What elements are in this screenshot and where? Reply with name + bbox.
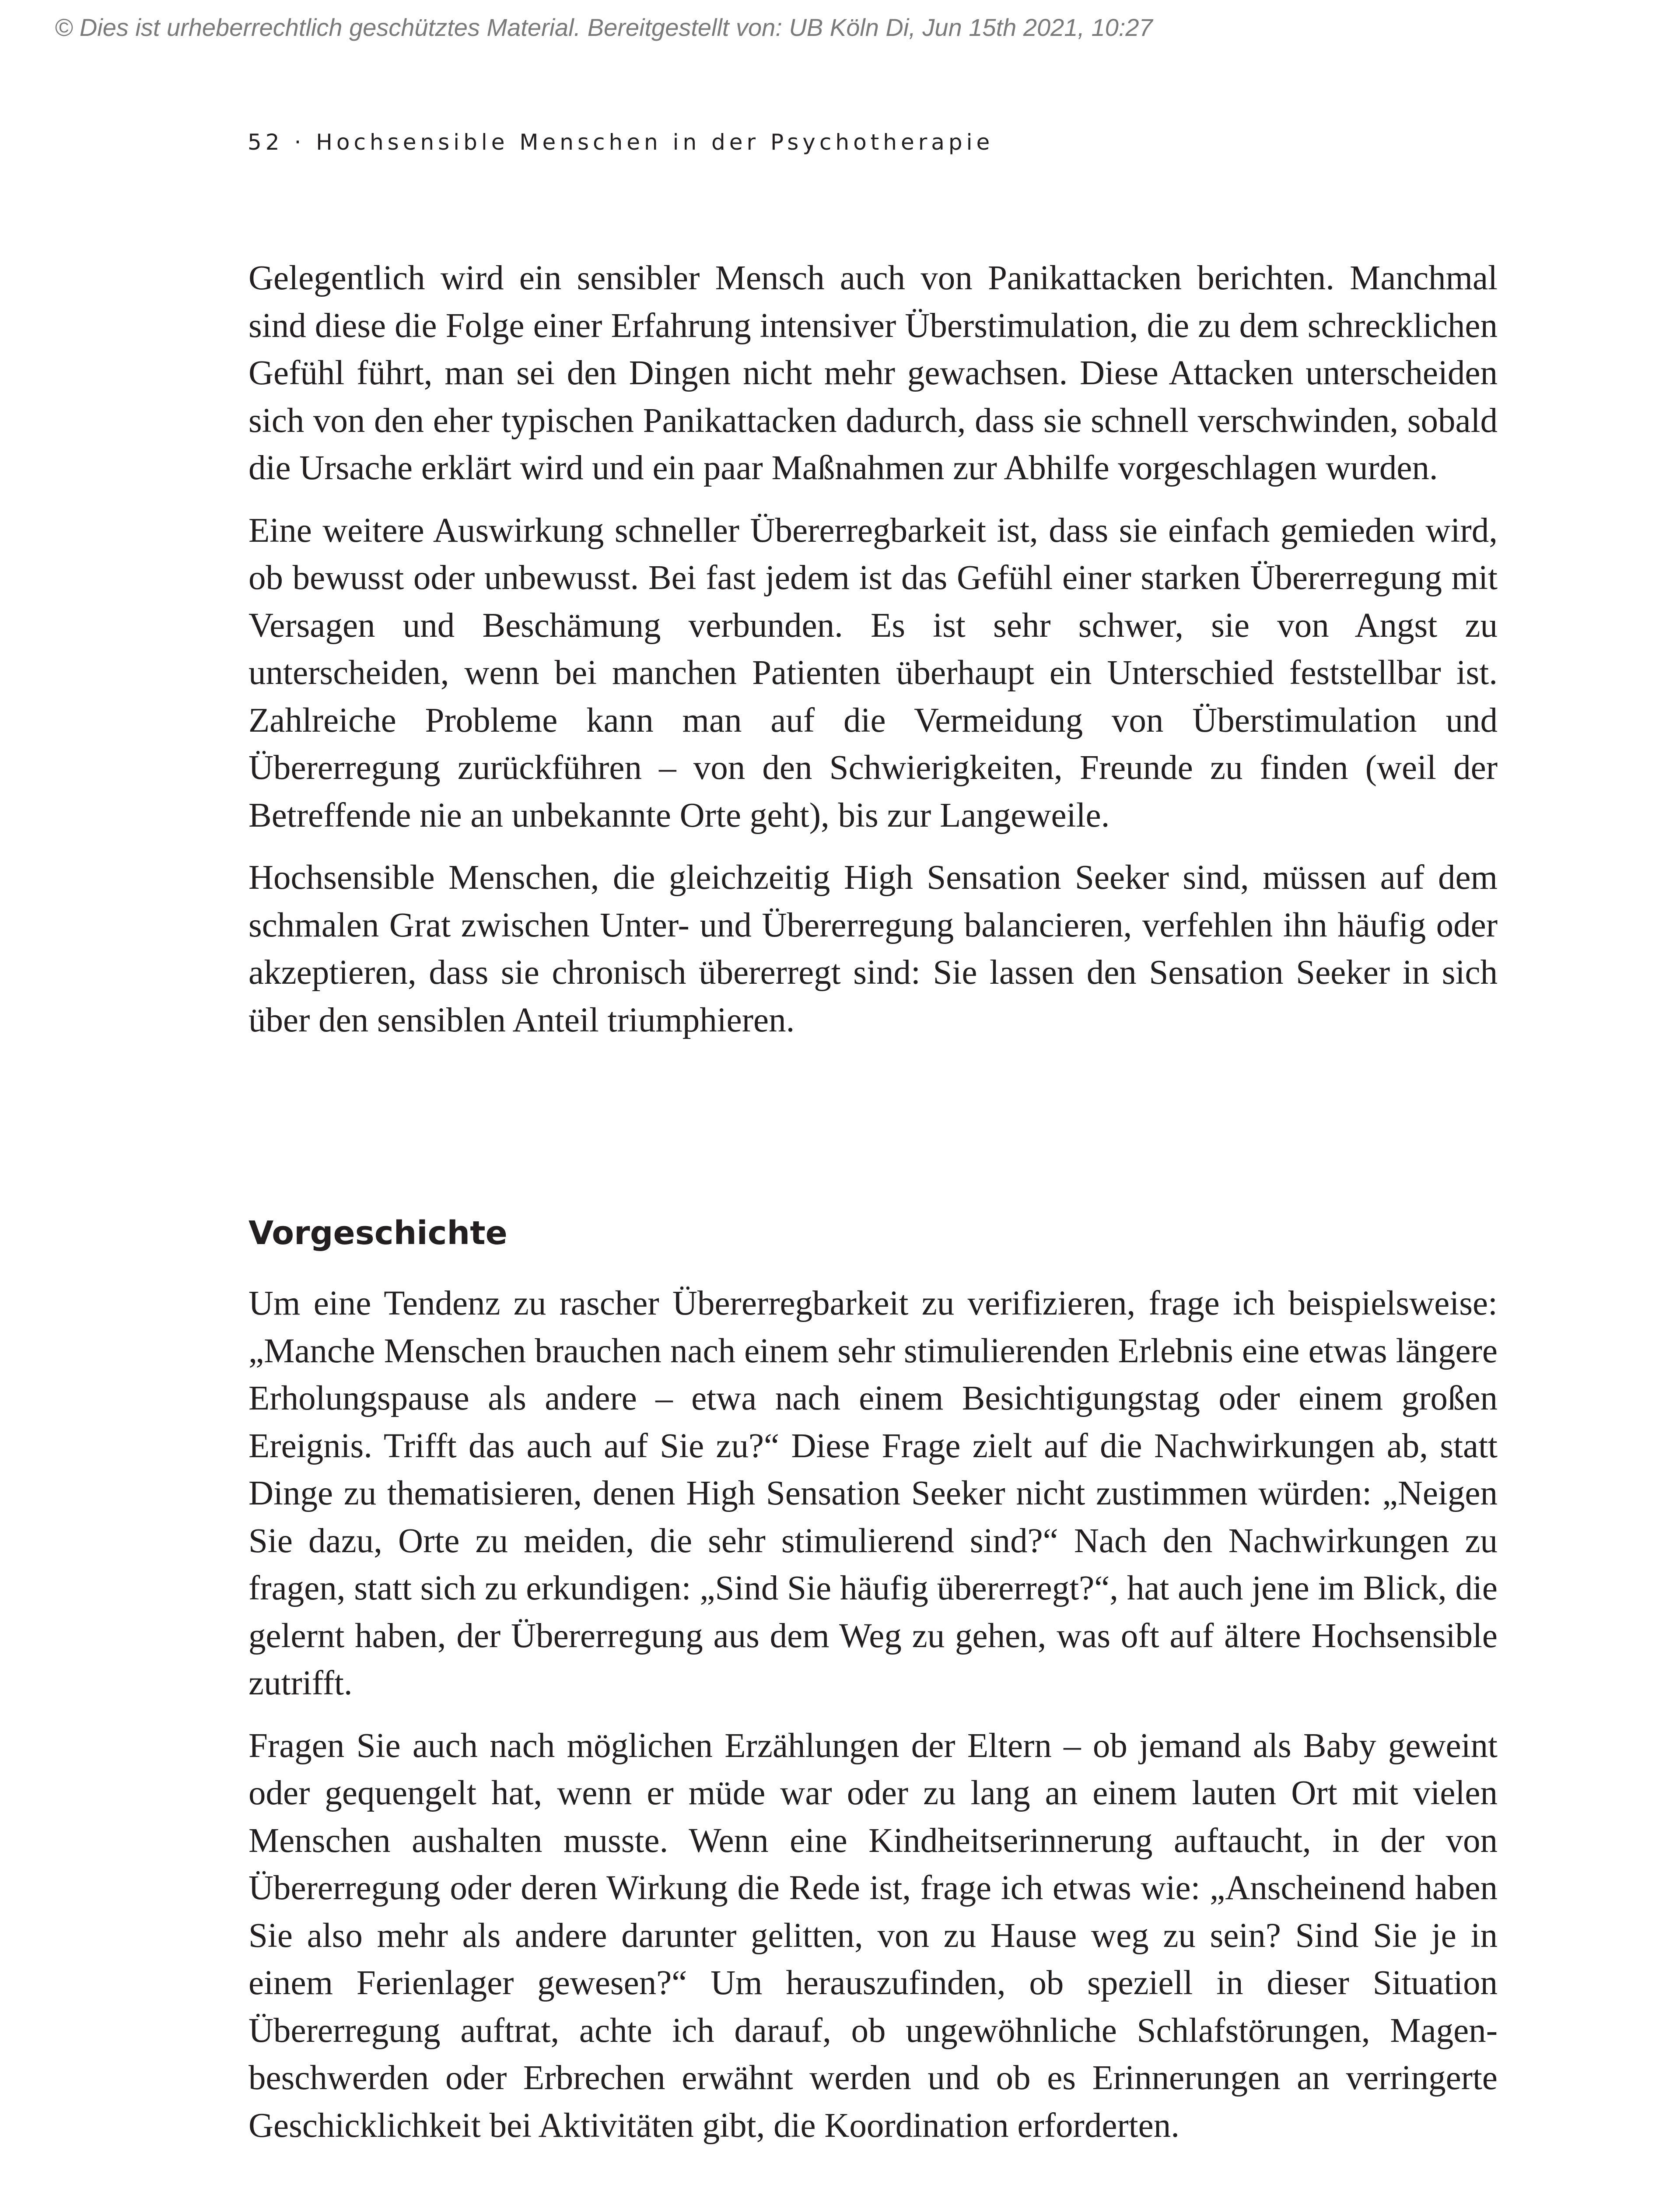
body-text-section xyxy=(248,1280,1498,2149)
paragraph-panic-attacks: Gelegentlich wird ein sensibler Mensch auch von Panikattacken berichten. Manchmal sind diese die Folge einer Erfahrung intensiver Überstimulation, die zu dem schrecklichen Gefühl führt, man sei den Dingen nicht mehr gewachsen. Diese Attacken unterscheiden sich von den eher typischen Panikattacken dadurch, dass sie schnell verschwinden, sobald die Ursache erklärt wird und ein paar Maßnahmen zur Abhilfe vorgeschlagen wurden. xyxy=(248,259,1498,487)
copyright-notice: © Dies ist urheberrechtlich geschütztes Material. Bereitgestellt von: UB Köln Di, Jun 15th 2021, 10:27 xyxy=(55,14,1153,41)
paragraph-sensation-seekers: Hochsensible Menschen, die gleichzeitig High Sensation Seeker sind, müssen auf dem schmalen Grat zwischen Unter- und Übererregung balancieren, verfehlen ihn häufig oder akzeptieren, dass sie chronisch übererregt sind: Sie lassen den Sensation Seeker in sich über den sensiblen Anteil triumphieren. xyxy=(248,859,1498,1039)
paragraph-verification-questions: Um eine Tendenz zu rascher Übererregbarkeit zu verifizieren, frage ich beispielsweise: „Manche Menschen brauchen nach einem sehr stimulierenden Erlebnis eine etwas längere Erholungspause als andere – etwa nach einem Besichtigungstag oder einem großen Ereignis. Trifft das auch auf Sie zu?“ Diese Frage zielt auf die Nachwirkungen ab, statt Dinge zu thematisieren, denen High Sensation Seeker nicht zustimmen würden: „Neigen Sie dazu, Orte zu meiden, die sehr stimulierend sind?“ Nach den Nachwirkungen zu fragen, statt sich zu erkundigen: „Sind Sie häufig übererregt?“, hat auch jene im Blick, die gelernt haben, der Übererregung aus dem Weg zu gehen, was oft auf ältere Hochsensible zutrifft. xyxy=(248,1284,1498,1702)
body-text-before-heading xyxy=(248,255,1498,1044)
running-head: 52 · Hochsensible Menschen in der Psychotherapie xyxy=(248,130,994,155)
paragraph-avoidance: Eine weitere Auswirkung schneller Übererregbarkeit ist, dass sie einfach gemieden wird, ob bewusst oder unbewusst. Bei fast jedem ist das Gefühl einer starken Übererregung mit Versagen und Beschämung verbunden. Es ist sehr schwer, sie von Angst zu unterscheiden, wenn bei manchen Patienten überhaupt ein Unterschied feststellbar ist. Zahlreiche Probleme kann man auf die Vermeidung von Überstimulation und Übererregung zurückführen – von den Schwierigkeiten, Freunde zu finden (weil der Betreffende nie an unbekannte Orte geht), bis zur Langeweile. xyxy=(248,511,1498,835)
paragraph-parent-stories: Fragen Sie auch nach möglichen Erzählungen der Eltern – ob jemand als Baby geweint oder gequengelt hat, wenn er müde war oder zu lang an einem lauten Ort mit vielen Menschen aushalten musste. Wenn eine Kindheitserinnerung auftaucht, in der von Übererregung oder deren Wirkung die Rede ist, frage ich etwas wie: „Anscheinend haben Sie also mehr als andere darunter gelitten, von zu Hause weg zu sein? Sind Sie je in einem Ferienlager gewesen?“ Um herauszufinden, ob speziell in dieser Situation Übererregung auftrat, achte ich darauf, ob ungewöhnliche Schlafstörungen, Magenbeschwerden oder Erbrechen erwähnt werden und ob es Erinnerungen an verringerte Geschicklichkeit bei Aktivitäten gibt, die Koordination erforderten. xyxy=(248,1726,1498,2145)
section-heading: Vorgeschichte xyxy=(248,1214,508,1252)
